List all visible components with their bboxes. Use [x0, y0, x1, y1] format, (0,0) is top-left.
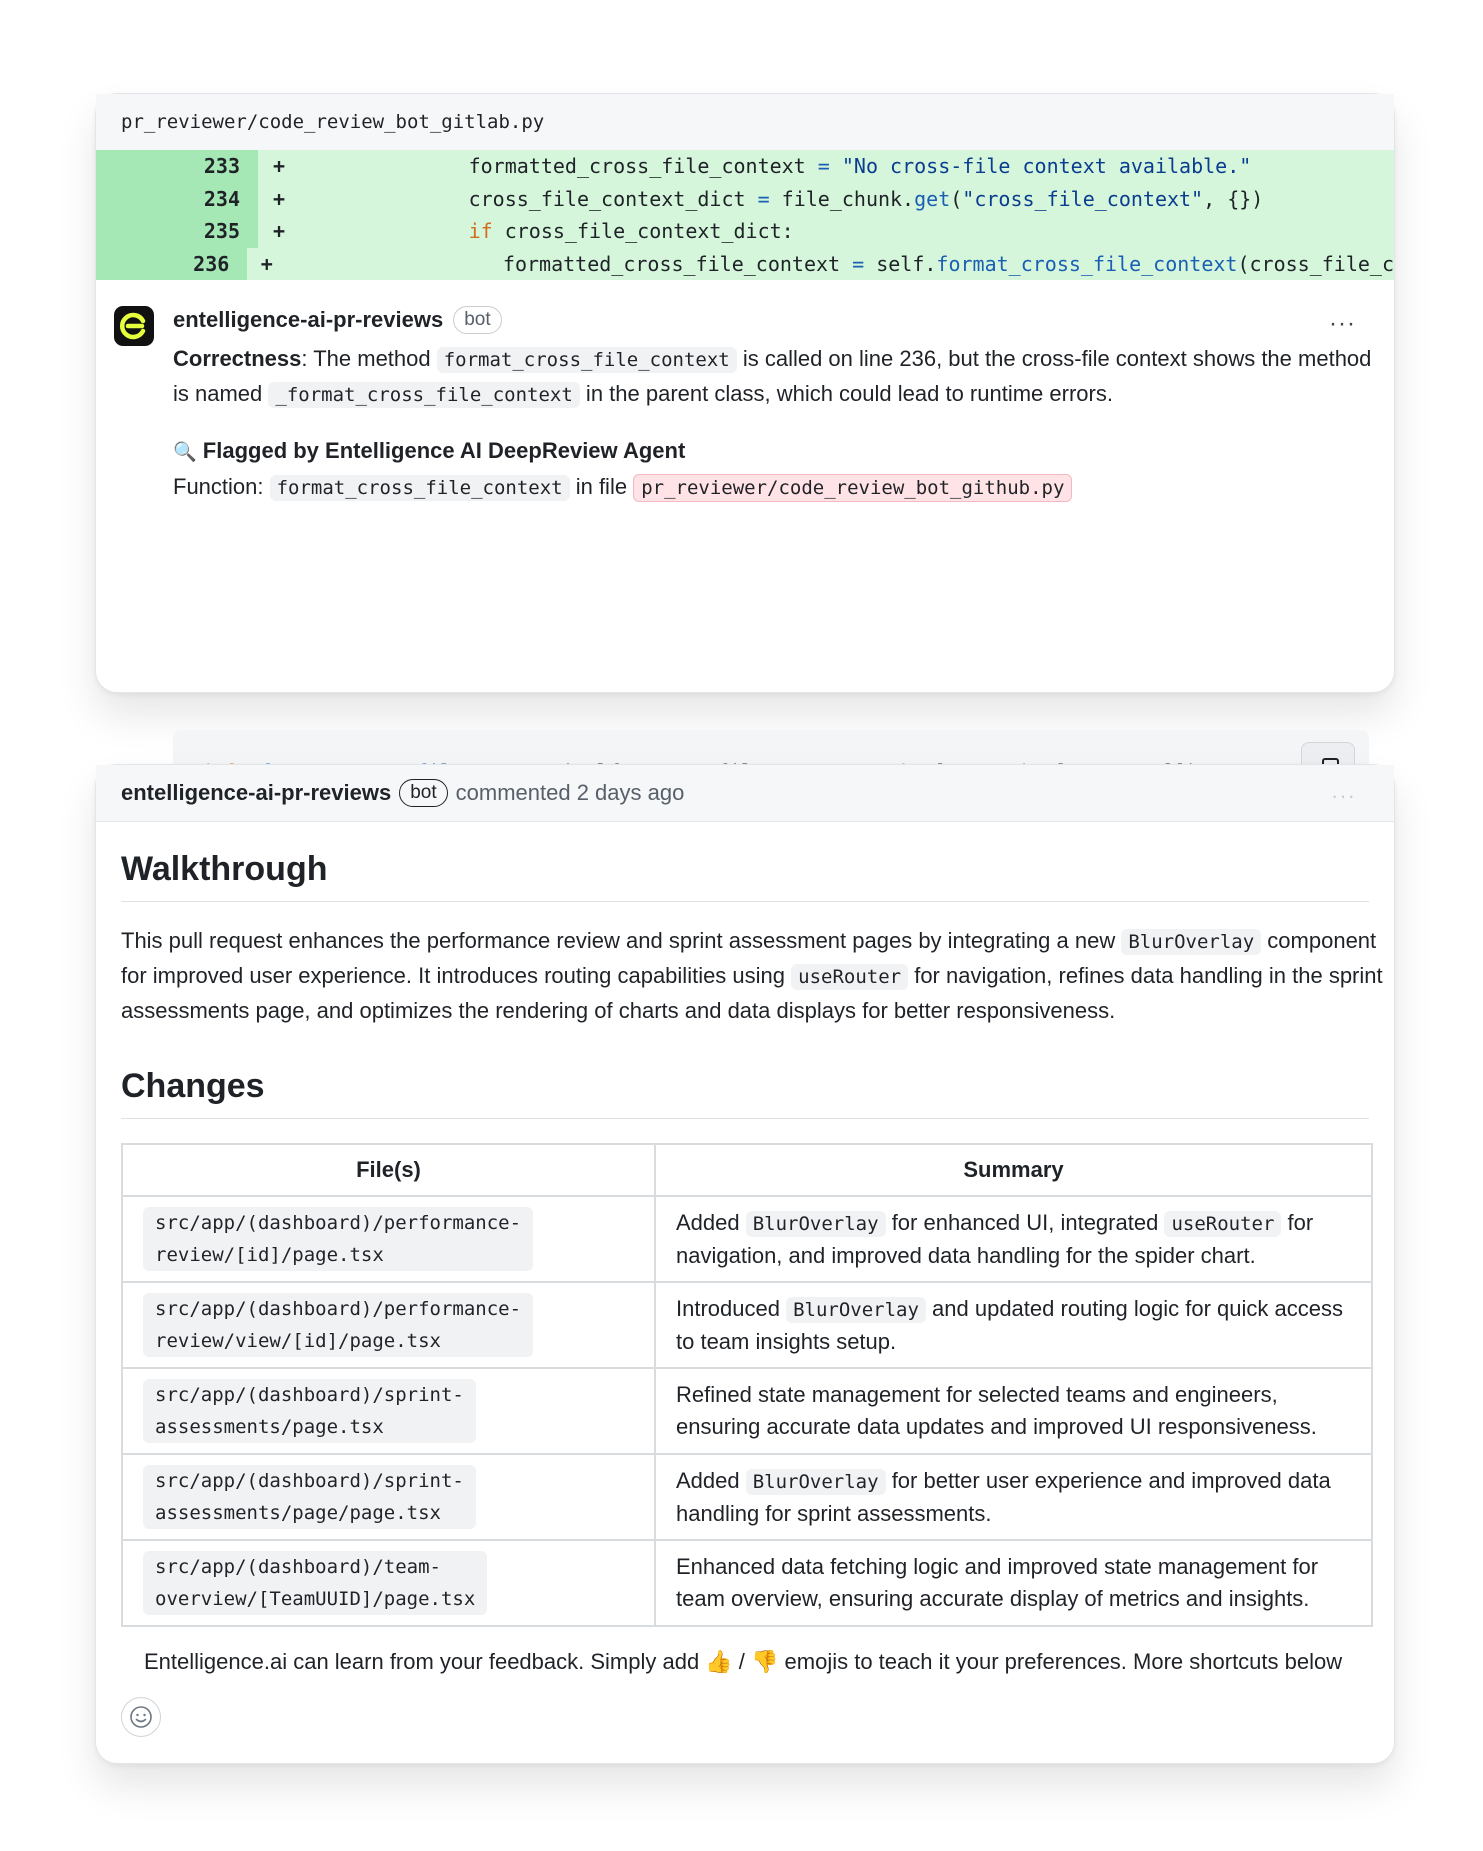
file-cell [122, 1540, 655, 1626]
column-header-files: File(s) [122, 1144, 655, 1196]
line-number[interactable]: 233 [96, 150, 258, 183]
text-span: for navigation, and improved data handling for the spider chart. [676, 1209, 1314, 1268]
table-row [122, 1540, 1372, 1626]
comment-header [96, 765, 1394, 822]
diff-line[interactable] [96, 150, 1394, 183]
code-token: = [817, 154, 830, 179]
diff-hunk [96, 150, 1394, 280]
diff-added-marker: + [272, 154, 286, 179]
text-span: is called on line 236, but the cross-file context shows the method is named [173, 346, 1372, 406]
smiley-icon[interactable] [121, 1697, 161, 1737]
diff-code [300, 154, 1251, 178]
code-indent [286, 252, 503, 276]
file-cell [122, 1368, 655, 1454]
file-cell [122, 1454, 655, 1540]
code-token: (cross_file_c [1237, 251, 1394, 276]
code-token: if [468, 219, 493, 244]
diff-line[interactable] [96, 215, 1394, 248]
code-token: format_cross_file_context [936, 251, 1238, 276]
table-row [122, 1196, 1372, 1282]
inline-code: BlurOverlay [746, 1211, 886, 1237]
summary-cell [655, 1196, 1372, 1282]
code-token [830, 154, 842, 178]
comment-timestamp[interactable]: commented 2 days ago [455, 780, 685, 805]
text-span: Added [676, 1467, 746, 1493]
code-token: formatted_cross_file_context [468, 154, 818, 179]
code-indent [300, 187, 469, 211]
file-reference-link[interactable]: pr_reviewer/code_review_bot_github.py [633, 474, 1072, 502]
text-span: Enhanced data fetching logic and improved state management for team overview, ensuring accurate display of metrics and insights. [676, 1554, 1319, 1611]
table-row [122, 1282, 1372, 1368]
summary-cell [655, 1540, 1372, 1626]
file-path[interactable]: src/app/(dashboard)/performance- review/view/[id]/page.tsx [143, 1293, 533, 1357]
text-span: Refined state management for selected teams and engineers, ensuring accurate data updates and improved UI responsiveness. [676, 1382, 1317, 1439]
line-number[interactable]: 234 [96, 183, 258, 216]
text-span: This pull request enhances the performance review and sprint assessment pages by integrating a new [121, 928, 1122, 953]
comment-author[interactable]: entelligence-ai-pr-reviews [121, 780, 392, 805]
correctness-paragraph [173, 342, 1373, 412]
code-token: "No cross-file context available." [841, 154, 1252, 179]
more-options-icon[interactable]: ··· [1329, 310, 1356, 337]
code-token: , {}) [1203, 186, 1264, 211]
file-path[interactable]: src/app/(dashboard)/team- overview/[TeamUUID]/page.tsx [143, 1551, 487, 1615]
code-token: self. [864, 251, 937, 276]
function-line [173, 470, 1373, 505]
table-row [122, 1454, 1372, 1540]
line-number[interactable]: 236 [96, 248, 247, 281]
correctness-label: Correctness [173, 346, 302, 371]
entelligence-logo-icon[interactable] [114, 306, 154, 346]
text-span: component for improved user experience. It introduces routing capabilities using [121, 928, 1377, 988]
inline-code: useRouter [1164, 1211, 1281, 1237]
walkthrough-heading: Walkthrough [121, 850, 1369, 902]
diff-code [300, 219, 794, 243]
diff-file-path[interactable]: pr_reviewer/code_review_bot_gitlab.py [96, 94, 1394, 150]
text-span: for better user experience and improved data handling for sprint assessments. [676, 1467, 1331, 1526]
review-comment-card [95, 93, 1395, 693]
table-header-row [122, 1144, 1372, 1196]
diff-code [286, 252, 1394, 276]
flag-line [173, 434, 1373, 470]
file-path[interactable]: src/app/(dashboard)/performance- review/[id]/page.tsx [143, 1207, 533, 1271]
text-span: for navigation, refines data handling in the sprint assessments page, and optimizes the rendering of charts and data displays for better responsiveness. [121, 963, 1383, 1023]
code-indent [300, 154, 469, 178]
comment-body [173, 342, 1373, 505]
file-path[interactable]: src/app/(dashboard)/sprint- assessments/page.tsx [143, 1379, 476, 1443]
bot-badge: bot [399, 779, 447, 807]
feedback-note: Entelligence.ai can learn from your feedback. Simply add 👍 / 👎 emojis to teach it your preferences. More shortcuts below [144, 1649, 1343, 1674]
code-token: = [852, 251, 865, 276]
text-span: : The method [301, 346, 437, 371]
code-token: get [914, 186, 951, 211]
function-name: format_cross_file_context [270, 475, 570, 501]
text-span: and updated routing logic for quick access to team insights setup. [676, 1295, 1343, 1354]
code-token: formatted_cross_file_context [502, 251, 853, 276]
magnifier-icon: 🔍 [173, 442, 197, 463]
inline-code: BlurOverlay [1121, 929, 1261, 955]
file-path[interactable]: src/app/(dashboard)/sprint- assessments/page/page.tsx [143, 1465, 476, 1529]
inline-code: _format_cross_file_context [268, 382, 579, 408]
walkthrough-paragraph [121, 924, 1391, 1027]
more-options-icon[interactable]: ··· [1331, 783, 1356, 808]
code-token: = [757, 186, 770, 211]
text-span: in the parent class, which could lead to runtime errors. [579, 381, 1113, 406]
in-file-label: in file [569, 474, 634, 499]
inline-code: BlurOverlay [746, 1469, 886, 1495]
changes-heading: Changes [121, 1067, 1369, 1119]
file-cell [122, 1196, 655, 1282]
code-token: "cross_file_context" [962, 186, 1204, 211]
summary-cell [655, 1368, 1372, 1454]
line-number[interactable]: 235 [96, 215, 258, 248]
diff-added-marker: + [272, 219, 286, 244]
file-cell [122, 1282, 655, 1368]
column-header-summary: Summary [655, 1144, 1372, 1196]
code-token: cross_file_context_dict: [492, 219, 794, 244]
code-token: cross_file_context_dict [468, 186, 758, 211]
flag-title: Flagged by Entelligence AI DeepReview Agent [202, 438, 686, 463]
diff-line[interactable] [96, 248, 1394, 281]
diff-added-marker: + [272, 186, 286, 211]
comment-body [96, 850, 1394, 1737]
function-label: Function: [173, 474, 270, 499]
text-span: Added [676, 1209, 746, 1235]
table-row [122, 1368, 1372, 1454]
inline-code: BlurOverlay [786, 1297, 926, 1323]
code-token: file_chunk. [769, 186, 915, 211]
diff-added-marker: + [260, 251, 273, 276]
text-span: Introduced [676, 1295, 787, 1321]
code-token: ( [950, 186, 963, 211]
bot-badge: bot [453, 306, 501, 334]
summary-cell [655, 1454, 1372, 1540]
text-span: for enhanced UI, integrated [885, 1209, 1165, 1235]
inline-code: useRouter [791, 964, 908, 990]
summary-cell [655, 1282, 1372, 1368]
changes-table [121, 1143, 1373, 1627]
walkthrough-comment-card [95, 764, 1395, 1764]
code-indent [300, 219, 469, 243]
diff-code [300, 187, 1263, 211]
comment-author[interactable]: entelligence-ai-pr-reviews [173, 307, 444, 332]
diff-line[interactable] [96, 183, 1394, 216]
inline-code: format_cross_file_context [437, 347, 737, 373]
